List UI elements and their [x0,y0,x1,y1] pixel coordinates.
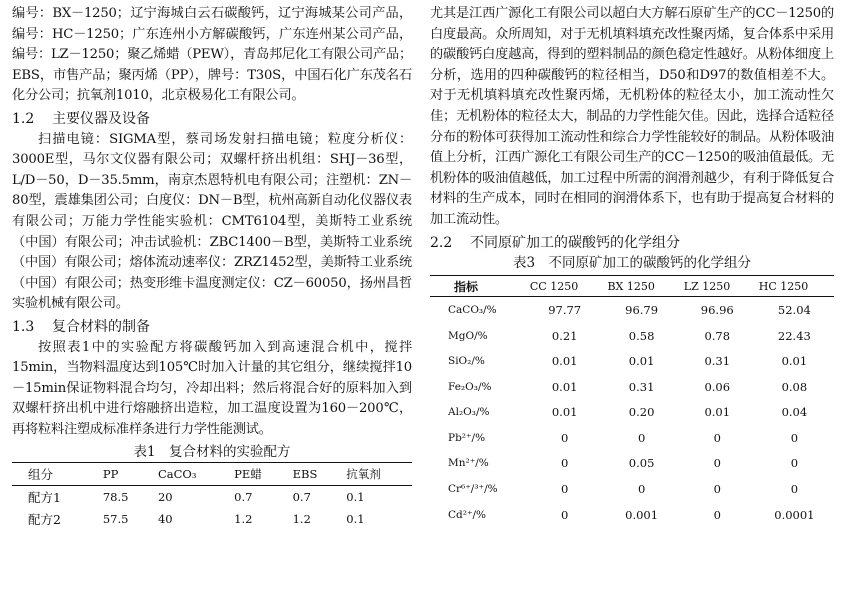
table-cell: Pb²⁺/% [448,431,486,444]
left-column [12,0,412,530]
table-cell: 0.04 [781,405,808,420]
table-cell: 0.01 [551,405,578,420]
table-cell: 0.01 [551,354,578,369]
section-heading-1-3 [12,317,412,338]
table1-caption: 表1 复合材料的实验配方 [133,444,291,461]
table-header-cell: BX 1250 [607,279,655,293]
table-cell: 96.96 [700,302,734,317]
table-row [430,323,834,349]
table-cell: Mn²⁺/% [448,457,489,470]
table-cell: 0.06 [704,379,731,394]
table-cell: 0 [637,482,646,497]
table-header-cell: CaCO₃ [157,467,197,482]
table3-caption: 表3 不同原矿加工的碳酸钙的化学组分 [512,255,752,272]
table-cell: 0.01 [628,354,655,369]
table-cell: 40 [157,512,173,527]
materials-paragraph: 编号：BX－1250；辽宁海城白云石碳酸钙，辽宁海城某公司产品，编号：HC－1250；广东连州小方解碳酸钙，广东连州某公司产品，编号：LZ－1250；聚乙烯蜡（PEW），青岛邦尼化工有限公司产品；EBS，市售产品；聚丙烯（PP），牌号：T30S，中国石化广东茂名石化分公司；抗氧剂1010，北京极易化工有限公司。 [12,6,412,104]
preparation-paragraph: 按照表1中的实验配方将碳酸钙加入到高速混合机中，搅拌15min，当物料温度达到105℃时加入计量的其它组分，继续搅拌10－15min保证物料混合均匀，冷却出料；然后将混合好的原料加入到双螺杆挤出机中进行熔融挤出造粒，加工温度设置为160－200℃，再将粒料注塑成标准样条进行力学性能测试。 [12,339,412,437]
table-header-row [430,276,834,297]
table-row [430,502,834,528]
table-cell: 0.01 [781,354,808,369]
table-row [430,297,834,323]
table1 [12,462,412,530]
table-cell: 0.31 [628,379,655,394]
table-cell: 0 [637,430,646,445]
table-cell: 0.58 [628,328,655,343]
table-header-cell: 抗氧剂 [346,467,381,482]
table-cell: Al₂O₃/% [448,406,490,419]
table-row [12,486,412,509]
table-cell: 0 [790,430,799,445]
table-cell: 0 [561,456,569,471]
table-cell: 配方2 [28,512,61,528]
table-cell: 0 [713,507,721,522]
table-cell: 22.43 [777,328,811,343]
right-column [430,0,834,527]
table-cell: 0.08 [781,379,808,394]
table-cell: Cr⁶⁺/³⁺/% [448,483,498,496]
table-header-cell: PE蜡 [234,467,262,482]
table-row [430,400,834,426]
table-cell: 1.2 [234,512,253,527]
table-cell: 96.79 [625,302,659,317]
table-cell: 0.01 [551,379,578,394]
table-row [430,476,834,502]
table-header-cell: PP [102,467,119,482]
table-row [430,425,834,451]
table-cell: 0 [790,456,799,471]
table-cell: 0.001 [625,507,659,522]
table-row [430,348,834,374]
table-cell: 0 [713,456,721,471]
section-number: 1.2 [12,110,35,127]
table-header-cell: 组分 [28,467,54,483]
table-cell: 57.5 [102,512,129,527]
table-header-cell: 指标 [454,279,479,294]
table3-body [430,297,834,528]
table-cell: 20 [157,490,173,505]
table-cell: 0.20 [628,405,655,420]
analysis-paragraph: 尤其是江西广源化工有限公司以超白大方解石原矿生产的CC－1250的白度最高。众所周知，对于无机填料填充改性聚丙烯，复合体系中采用的碳酸钙白度越高，得到的塑料制品的颜色稳定性越好。从粉体细度上分析，选用的四种碳酸钙的粒径相当，D50和D97的数值相差不大。对于无机填料填充改性聚丙烯，无机粉体的粒径太小，加工流动性欠佳；无机粉体的粒径太大，制品的力学性能欠佳。因此，选择合适粒径分布的粉体可获得加工流动性和综合力学性能较好的制品。从粉体吸油值上分析，江西广源化工有限公司生产的CC－1250的吸油值最低。无机粉体的吸油值越低，加工过程中所需的润滑剂越少，有利于降低复合材料的生产成本，同时在相同的润滑体系下，也有助于提高复合材料的加工流动性。 [430,6,834,227]
table-cell: 1.2 [292,512,311,527]
section-title: 主要仪器及设备 [52,110,150,127]
table-cell: MgO/% [448,329,488,342]
table-cell: 0.1 [346,490,365,505]
section-title: 复合材料的制备 [52,318,150,335]
table-cell: 97.77 [548,302,582,317]
table-cell: Cd²⁺/% [448,508,487,521]
instruments-paragraph: 扫描电镜：SIGMA型，蔡司场发射扫描电镜；粒度分析仪：3000E型，马尔文仪器有限公司；双螺杆挤出机组：SHJ－36型，L/D－50，D－35.5mm，南京杰恩特机电有限公司；注塑机：ZN－80型，震雄集团公司；白度仪：DN－B型，杭州高新自动化仪器仪表有限公司；万能力学性能实验机：CMT6104型，美斯特工业系统（中国）有限公司；冲击试验机：ZBC1400－B型，美斯特工业系统（中国）有限公司；熔体流动速率仪：ZRZ1452型，美斯特工业系统（中国）有限公司；热变形维卡温度测定仪：CZ－60050，扬州昌哲实验机械有限公司。 [12,131,412,312]
section-heading-1-2 [12,109,412,130]
table-header-cell: EBS [292,467,318,482]
table-header-cell: LZ 1250 [683,279,731,293]
table-cell: 0 [790,482,799,497]
table3 [430,275,834,527]
table-cell: 0.01 [704,405,731,420]
table-cell: 78.5 [102,490,129,505]
table-cell: 0.1 [346,512,365,527]
table-cell: Fe₂O₃/% [448,380,492,393]
table-cell: 0 [561,430,569,445]
section-heading-2-2 [430,233,834,254]
table-header-cell: HC 1250 [758,279,809,293]
section-number: 1.3 [12,318,35,335]
table-cell: 0 [713,430,721,445]
table-cell: 0.78 [704,328,731,343]
table-row [430,451,834,477]
table-cell: 0.0001 [774,507,815,522]
table-row [12,508,412,530]
table-row [430,374,834,400]
table-cell: 0.7 [234,490,253,505]
table-cell: 0.21 [551,328,578,343]
table-cell: 0.05 [628,456,655,471]
table-cell: 配方1 [28,490,61,506]
table-cell: 0.7 [292,490,311,505]
table-header-row [12,463,412,486]
table-cell: 0 [713,482,721,497]
table-cell: 0 [561,507,569,522]
table-cell: SiO₂/% [448,355,485,368]
table-cell: 52.04 [777,302,811,317]
table-cell: 0.31 [704,354,731,369]
table-cell: 0 [561,482,569,497]
table-header-cell: CC 1250 [529,279,579,293]
table-cell: CaCO₃/% [448,303,497,316]
section-number: 2.2 [430,234,453,251]
section-title: 不同原矿加工的碳酸钙的化学组分 [470,234,680,251]
